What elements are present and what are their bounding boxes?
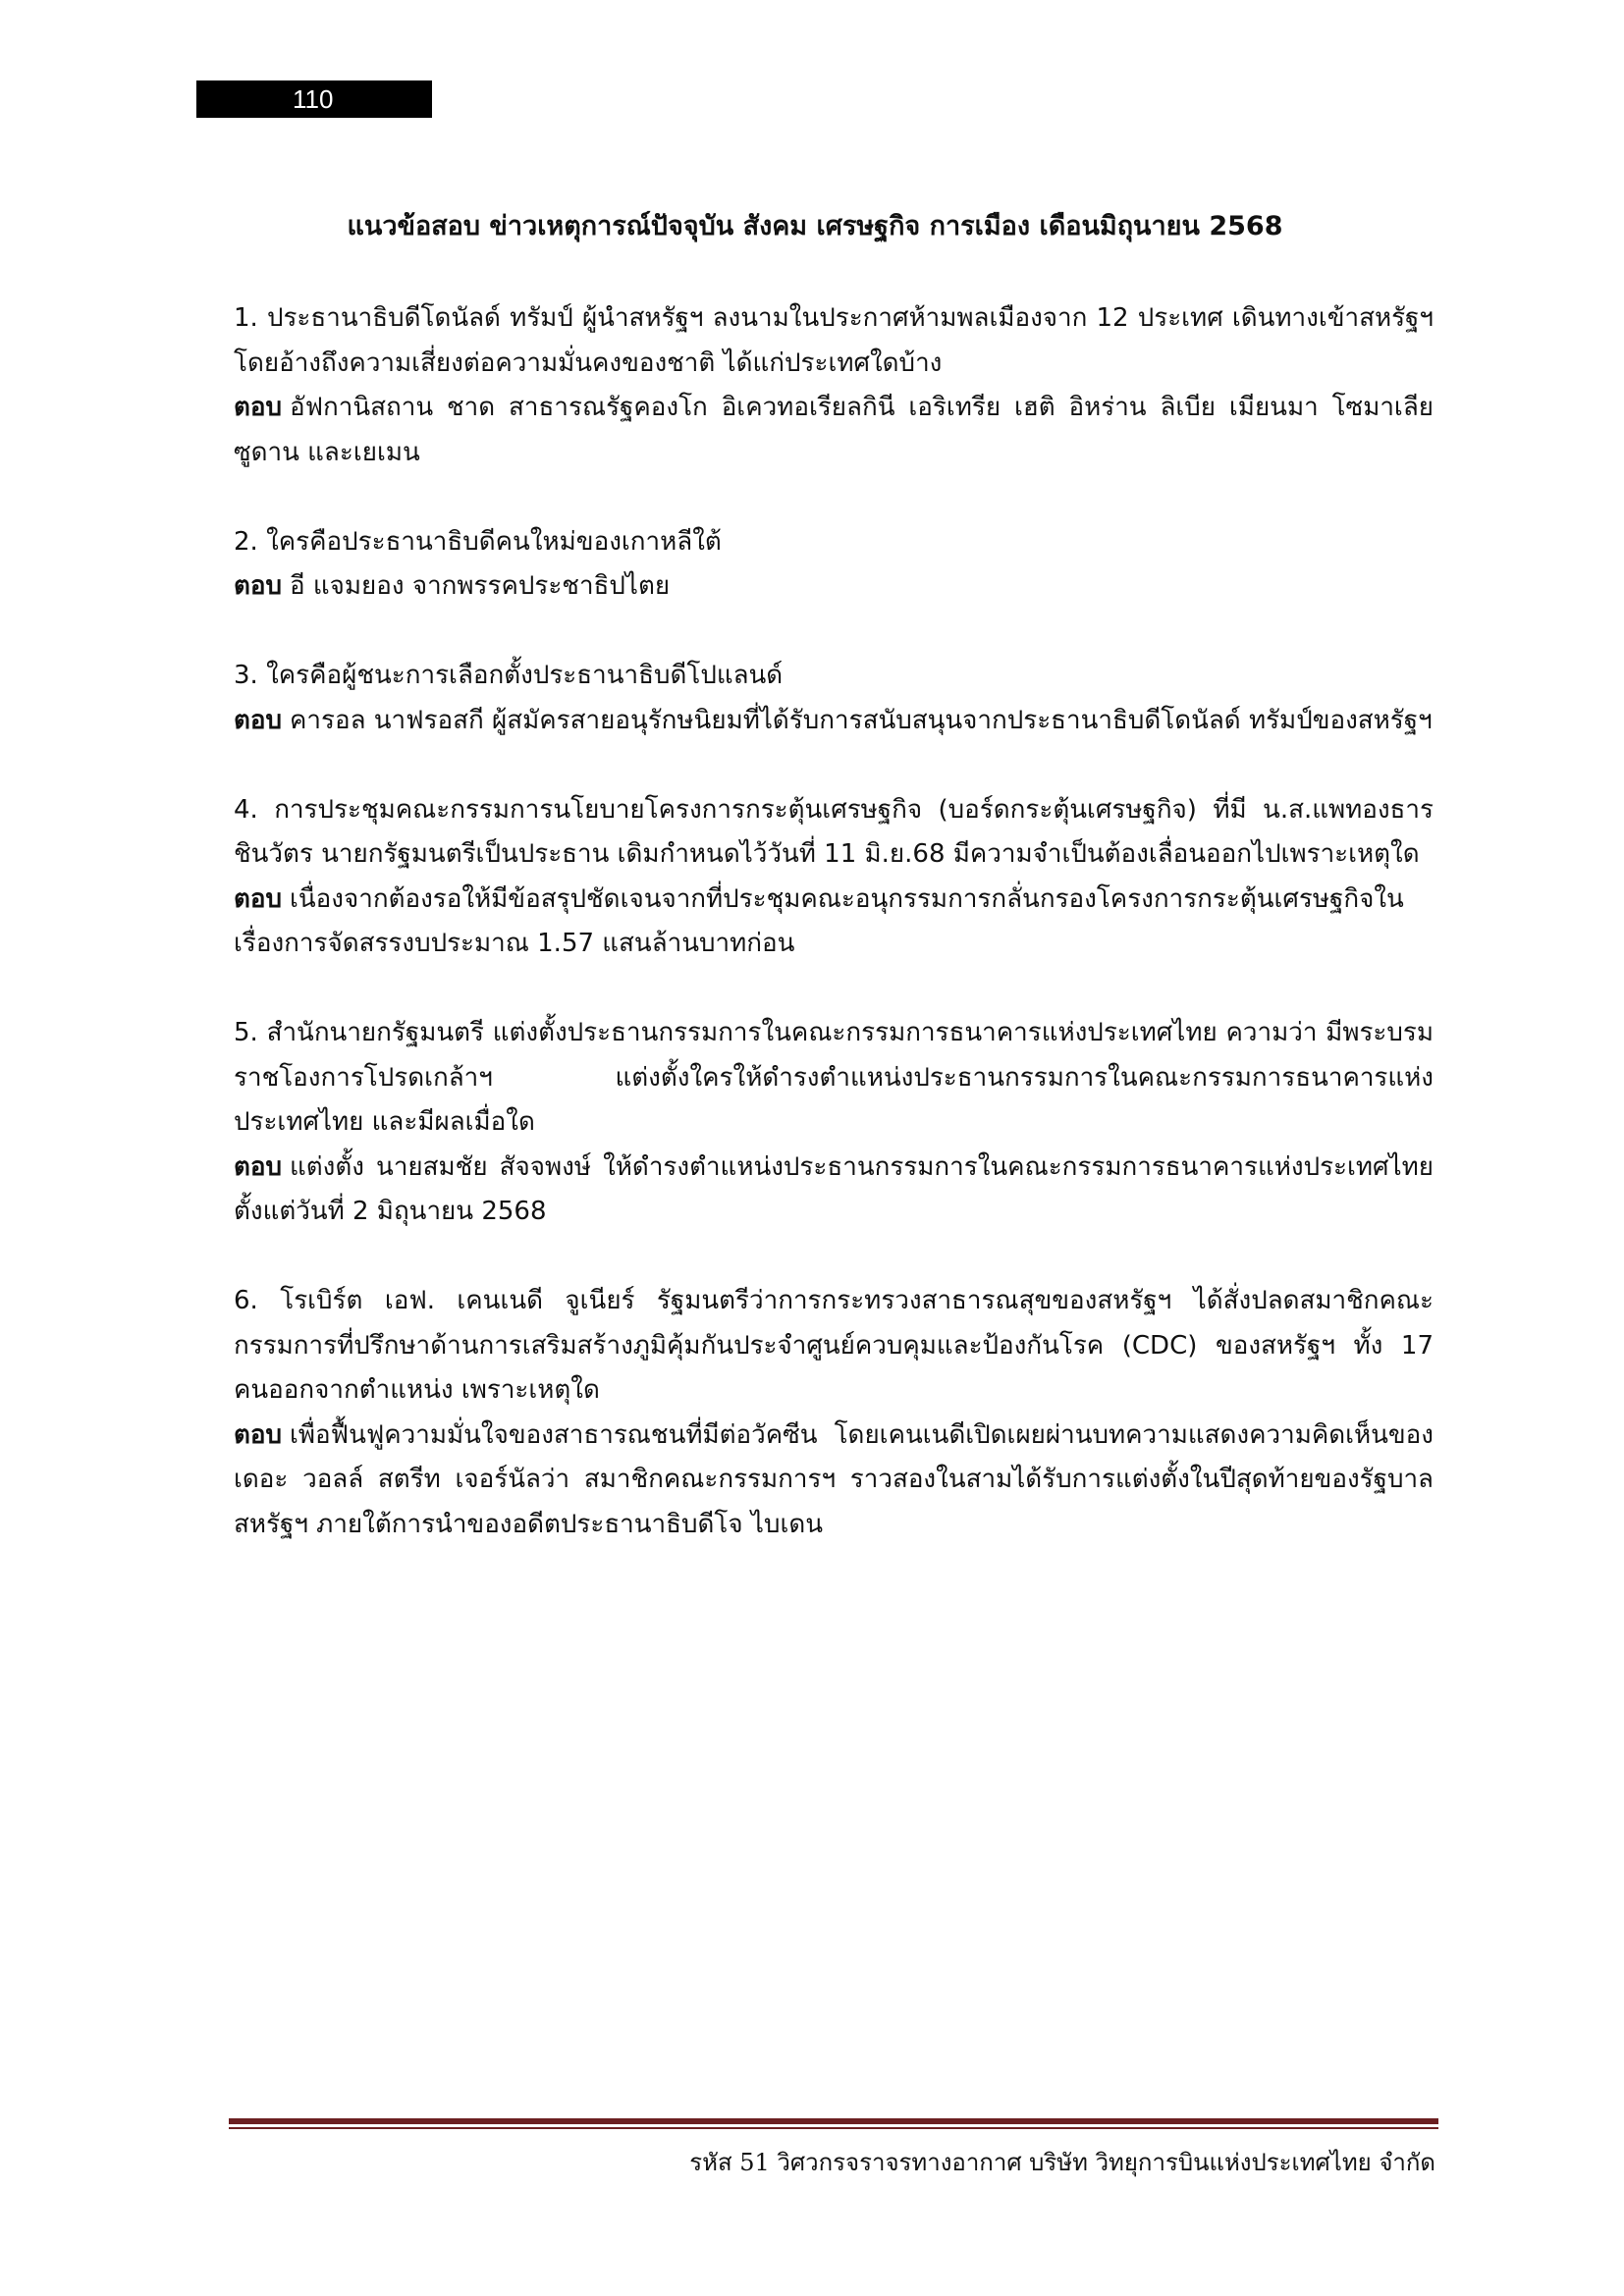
questions-list [234,296,1434,1592]
question-item-5 [234,1011,1434,1235]
answer-body: เพื่อฟื้นฟูความมั่นใจของสาธารณชนที่มีต่อวัคซีน โดยเคนเนดีเปิดเผยผ่านบทความแสดงความคิดเห็นของเดอะ วอลล์ สตรีท เจอร์นัลว่า สมาชิกคณะกรรมการฯ ราวสองในสามได้รับการแต่งตั้งในปีสุดท้ายของรัฐบาลสหรัฐฯ ภายใต้การนำของอดีตประธานาธิบดีโจ ไบเดน [234,1419,1434,1539]
answer-label: ตอบ [234,1419,283,1450]
answer-label: ตอบ [234,705,283,735]
answer-label: ตอบ [234,393,283,422]
footer-divider-thick [229,2118,1438,2124]
footer-divider [229,2118,1438,2129]
answer-text [234,699,1434,744]
answer-text [234,386,1434,475]
page-title: แนวข้อสอบ ข่าวเหตุการณ์ปัจจุบัน สังคม เศรษฐกิจ การเมือง เดือนมิถุนายน 2568 [347,211,1283,241]
footer-text: รหัส 51 วิศวกรจราจรทางอากาศ บริษัท วิทยุการบินแห่งประเทศไทย จำกัด [689,2149,1435,2176]
answer-text [234,564,1434,610]
answer-body: คารอล นาฟรอสกี ผู้สมัครสายอนุรักษนิยมที่ได้รับการสนับสนุนจากประธานาธิบดีโดนัลด์ ทรัมป์ของสหรัฐฯ [290,705,1433,735]
question-text: 1. ประธานาธิบดีโดนัลด์ ทรัมป์ ผู้นำสหรัฐฯ ลงนามในประกาศห้ามพลเมืองจาก 12 ประเทศ เดินทางเข้าสหรัฐฯ โดยอ้างถึงความเสี่ยงต่อความมั่นคงของชาติ ได้แก่ประเทศใดบ้าง [234,303,1434,378]
question-item-3 [234,654,1434,743]
answer-text [234,878,1434,967]
question-item-2 [234,520,1434,610]
answer-body: แต่งตั้ง นายสมชัย สัจจพงษ์ ให้ดำรงตำแหน่งประธานกรรมการในคณะกรรมการธนาคารแห่งประเทศไทย ตั้งแต่วันที่ 2 มิถุนายน 2568 [234,1151,1434,1226]
answer-body: เนื่องจากต้องรอให้มีข้อสรุปชัดเจนจากที่ประชุมคณะอนุกรรมการกลั่นกรองโครงการกระตุ้นเศรษฐกิจในเรื่องการจัดสรรงบประมาณ 1.57 แสนล้านบาทก่อน [234,883,1404,958]
answer-label: ตอบ [234,1151,283,1182]
question-text: 6. โรเบิร์ต เอฟ. เคนเนดี จูเนียร์ รัฐมนตรีว่าการกระทรวงสาธารณสุขของสหรัฐฯ ได้สั่งปลดสมาชิกคณะกรรมการที่ปรึกษาด้านการเสริมสร้างภูมิคุ้มกันประจำศูนย์ควบคุมและป้องกันโรค (CDC) ของสหรัฐฯ ทั้ง 17 คนออกจากตำแหน่ง เพราะเหตุใด [234,1286,1434,1405]
answer-text [234,1146,1434,1235]
question-item-6 [234,1279,1434,1547]
answer-text [234,1414,1434,1548]
answer-body: อี แจมยอง จากพรรคประชาธิปไตย [290,571,671,601]
question-item-1 [234,296,1434,475]
answer-body: อัฟกานิสถาน ชาด สาธารณรัฐคองโก อิเควทอเรียลกินี เอริเทรีย เฮติ อิหร่าน ลิเบีย เมียนมา โซมาเลีย ซูดาน และเยเมน [234,393,1434,467]
question-text: 2. ใครคือประธานาธิบดีคนใหม่ของเกาหลีใต้ [234,526,722,557]
question-text: 3. ใครคือผู้ชนะการเลือกตั้งประธานาธิบดีโปแลนด์ [234,661,784,690]
footer-divider-thin [229,2127,1438,2129]
question-item-4 [234,788,1434,967]
answer-label: ตอบ [234,571,283,601]
page-number: 110 [196,80,432,118]
question-text: 4. การประชุมคณะกรรมการนโยบายโครงการกระตุ้นเศรษฐกิจ (บอร์ดกระตุ้นเศรษฐกิจ) ที่มี น.ส.แพทองธาร ชินวัตร นายกรัฐมนตรีเป็นประธาน เดิมกำหนดไว้วันที่ 11 มิ.ย.68 มีความจำเป็นต้องเลื่อนออกไปเพราะเหตุใด [234,794,1434,869]
answer-label: ตอบ [234,883,283,914]
question-text: 5. สำนักนายกรัฐมนตรี แต่งตั้งประธานกรรมการในคณะกรรมการธนาคารแห่งประเทศไทย ความว่า มีพระบรมราชโองการโปรดเกล้าฯ แต่งตั้งใครให้ดำรงตำแหน่งประธานกรรมการในคณะกรรมการธนาคารแห่งประเทศไทย และมีผลเมื่อใด [234,1018,1434,1137]
